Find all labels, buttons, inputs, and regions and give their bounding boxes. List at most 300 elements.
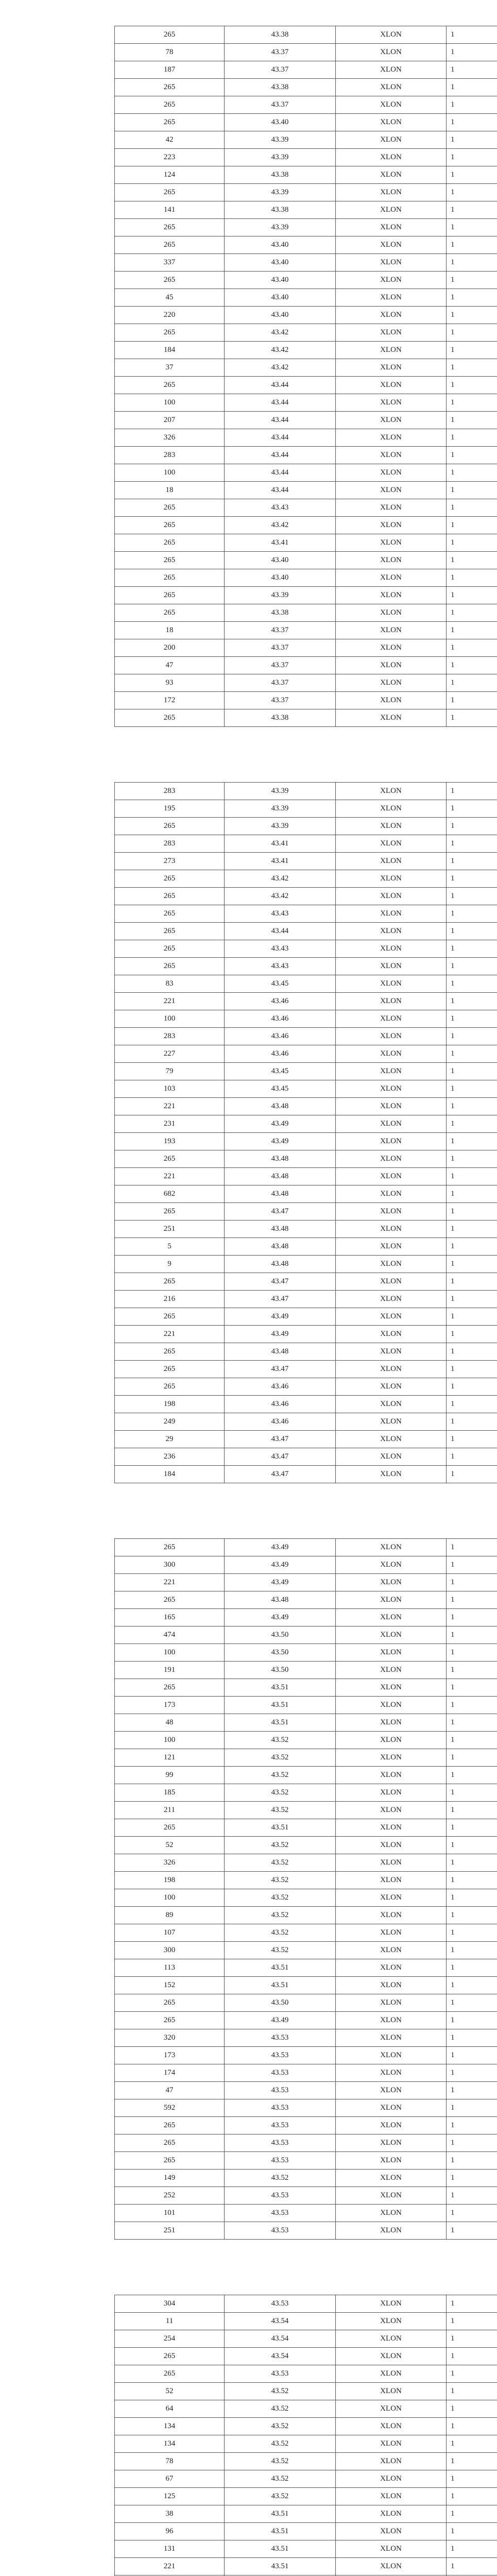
cell-price: 43.47 bbox=[225, 1203, 336, 1221]
cell-volume: 265 bbox=[115, 870, 225, 888]
table-row bbox=[115, 1466, 497, 1483]
cell-currency: 1 bbox=[447, 2383, 497, 2400]
cell-volume: 265 bbox=[115, 1378, 225, 1396]
cell-venue: XLON bbox=[336, 604, 447, 622]
trade-table-block-3 bbox=[114, 1538, 497, 2240]
cell-venue: XLON bbox=[336, 219, 447, 236]
cell-volume: 93 bbox=[115, 674, 225, 692]
cell-price: 43.39 bbox=[225, 131, 336, 149]
cell-venue: XLON bbox=[336, 1994, 447, 2012]
cell-volume: 265 bbox=[115, 2012, 225, 2029]
cell-currency: 1 bbox=[447, 429, 497, 447]
cell-currency: 1 bbox=[447, 692, 497, 709]
cell-currency: 1 bbox=[447, 2505, 497, 2523]
cell-volume: 265 bbox=[115, 709, 225, 727]
cell-price: 43.39 bbox=[225, 818, 336, 835]
cell-volume: 265 bbox=[115, 96, 225, 114]
cell-currency: 1 bbox=[447, 1361, 497, 1378]
table-row bbox=[115, 289, 497, 307]
cell-venue: XLON bbox=[336, 1924, 447, 1942]
cell-venue: XLON bbox=[336, 1784, 447, 1802]
cell-currency: 1 bbox=[447, 1662, 497, 1679]
cell-volume: 265 bbox=[115, 1361, 225, 1378]
cell-venue: XLON bbox=[336, 1063, 447, 1080]
table-row bbox=[115, 2029, 497, 2047]
table-row bbox=[115, 2170, 497, 2187]
cell-venue: XLON bbox=[336, 622, 447, 639]
table-row bbox=[115, 482, 497, 499]
cell-volume: 100 bbox=[115, 464, 225, 482]
cell-price: 43.51 bbox=[225, 1977, 336, 1994]
cell-price: 43.48 bbox=[225, 1098, 336, 1115]
table-row bbox=[115, 1924, 497, 1942]
cell-currency: 1 bbox=[447, 1784, 497, 1802]
cell-venue: XLON bbox=[336, 2313, 447, 2330]
table-row bbox=[115, 1168, 497, 1185]
cell-price: 43.43 bbox=[225, 905, 336, 923]
cell-volume: 251 bbox=[115, 1221, 225, 1238]
cell-venue: XLON bbox=[336, 835, 447, 853]
cell-venue: XLON bbox=[336, 44, 447, 61]
cell-price: 43.47 bbox=[225, 1448, 336, 1466]
cell-price: 43.52 bbox=[225, 2435, 336, 2453]
cell-venue: XLON bbox=[336, 1361, 447, 1378]
cell-currency: 1 bbox=[447, 517, 497, 534]
cell-venue: XLON bbox=[336, 1889, 447, 1907]
cell-volume: 265 bbox=[115, 569, 225, 587]
table-row bbox=[115, 1256, 497, 1273]
cell-currency: 1 bbox=[447, 1679, 497, 1697]
trades-table bbox=[114, 1538, 497, 2240]
cell-venue: XLON bbox=[336, 359, 447, 377]
cell-price: 43.41 bbox=[225, 534, 336, 552]
table-row bbox=[115, 2012, 497, 2029]
cell-volume: 254 bbox=[115, 2330, 225, 2348]
table-row bbox=[115, 2540, 497, 2558]
cell-volume: 265 bbox=[115, 26, 225, 44]
table-row bbox=[115, 639, 497, 657]
cell-volume: 78 bbox=[115, 44, 225, 61]
table-row bbox=[115, 2099, 497, 2117]
cell-venue: XLON bbox=[336, 1907, 447, 1924]
cell-volume: 125 bbox=[115, 2488, 225, 2505]
cell-price: 43.53 bbox=[225, 2117, 336, 2134]
table-row bbox=[115, 1028, 497, 1045]
table-row bbox=[115, 1732, 497, 1749]
cell-currency: 1 bbox=[447, 1256, 497, 1273]
cell-volume: 187 bbox=[115, 61, 225, 79]
cell-venue: XLON bbox=[336, 26, 447, 44]
cell-venue: XLON bbox=[336, 2047, 447, 2064]
table-row bbox=[115, 1133, 497, 1150]
cell-venue: XLON bbox=[336, 272, 447, 289]
cell-venue: XLON bbox=[336, 1256, 447, 1273]
cell-price: 43.53 bbox=[225, 2029, 336, 2047]
cell-currency: 1 bbox=[447, 1063, 497, 1080]
cell-volume: 173 bbox=[115, 1697, 225, 1714]
cell-venue: XLON bbox=[336, 149, 447, 166]
cell-volume: 265 bbox=[115, 587, 225, 604]
cell-volume: 265 bbox=[115, 272, 225, 289]
cell-currency: 1 bbox=[447, 2170, 497, 2187]
cell-venue: XLON bbox=[336, 587, 447, 604]
cell-venue: XLON bbox=[336, 1098, 447, 1115]
cell-currency: 1 bbox=[447, 1466, 497, 1483]
cell-price: 43.44 bbox=[225, 377, 336, 394]
cell-venue: XLON bbox=[336, 1221, 447, 1238]
cell-volume: 265 bbox=[115, 324, 225, 342]
cell-venue: XLON bbox=[336, 975, 447, 993]
cell-venue: XLON bbox=[336, 853, 447, 870]
cell-price: 43.47 bbox=[225, 1291, 336, 1308]
cell-price: 43.38 bbox=[225, 709, 336, 727]
cell-volume: 265 bbox=[115, 79, 225, 96]
cell-currency: 1 bbox=[447, 1028, 497, 1045]
cell-volume: 265 bbox=[115, 923, 225, 940]
table-row bbox=[115, 1644, 497, 1662]
cell-price: 43.52 bbox=[225, 1889, 336, 1907]
cell-venue: XLON bbox=[336, 940, 447, 958]
cell-volume: 121 bbox=[115, 1749, 225, 1767]
cell-currency: 1 bbox=[447, 1977, 497, 1994]
cell-price: 43.48 bbox=[225, 1221, 336, 1238]
cell-volume: 131 bbox=[115, 2540, 225, 2558]
cell-venue: XLON bbox=[336, 1539, 447, 1556]
cell-volume: 100 bbox=[115, 1889, 225, 1907]
cell-volume: 5 bbox=[115, 1238, 225, 1256]
cell-venue: XLON bbox=[336, 2348, 447, 2365]
cell-volume: 300 bbox=[115, 1942, 225, 1959]
cell-volume: 236 bbox=[115, 1448, 225, 1466]
cell-currency: 1 bbox=[447, 2418, 497, 2435]
cell-currency: 1 bbox=[447, 482, 497, 499]
table-row bbox=[115, 1115, 497, 1133]
cell-price: 43.50 bbox=[225, 1626, 336, 1644]
cell-currency: 1 bbox=[447, 1115, 497, 1133]
table-row bbox=[115, 657, 497, 674]
cell-currency: 1 bbox=[447, 1238, 497, 1256]
table-row bbox=[115, 993, 497, 1010]
cell-venue: XLON bbox=[336, 1977, 447, 1994]
cell-currency: 1 bbox=[447, 307, 497, 324]
cell-currency: 1 bbox=[447, 2435, 497, 2453]
cell-venue: XLON bbox=[336, 464, 447, 482]
table-row bbox=[115, 1080, 497, 1098]
table-row bbox=[115, 2047, 497, 2064]
cell-currency: 1 bbox=[447, 1907, 497, 1924]
cell-venue: XLON bbox=[336, 2540, 447, 2558]
cell-venue: XLON bbox=[336, 923, 447, 940]
cell-currency: 1 bbox=[447, 2134, 497, 2152]
cell-venue: XLON bbox=[336, 818, 447, 835]
cell-price: 43.51 bbox=[225, 2558, 336, 2575]
table-row bbox=[115, 1221, 497, 1238]
cell-price: 43.47 bbox=[225, 1431, 336, 1448]
table-row bbox=[115, 429, 497, 447]
cell-volume: 221 bbox=[115, 993, 225, 1010]
cell-currency: 1 bbox=[447, 26, 497, 44]
cell-price: 43.48 bbox=[225, 1256, 336, 1273]
cell-price: 43.40 bbox=[225, 236, 336, 254]
cell-price: 43.42 bbox=[225, 359, 336, 377]
cell-price: 43.53 bbox=[225, 2222, 336, 2240]
table-row bbox=[115, 888, 497, 905]
cell-volume: 172 bbox=[115, 692, 225, 709]
table-row bbox=[115, 166, 497, 184]
cell-venue: XLON bbox=[336, 657, 447, 674]
cell-currency: 1 bbox=[447, 1819, 497, 1837]
cell-volume: 265 bbox=[115, 604, 225, 622]
table-row bbox=[115, 359, 497, 377]
cell-volume: 52 bbox=[115, 1837, 225, 1854]
cell-currency: 1 bbox=[447, 61, 497, 79]
cell-volume: 265 bbox=[115, 517, 225, 534]
table-row bbox=[115, 1150, 497, 1168]
cell-volume: 200 bbox=[115, 639, 225, 657]
cell-volume: 83 bbox=[115, 975, 225, 993]
table-row bbox=[115, 2418, 497, 2435]
cell-price: 43.50 bbox=[225, 1644, 336, 1662]
cell-venue: XLON bbox=[336, 1942, 447, 1959]
cell-price: 43.46 bbox=[225, 1378, 336, 1396]
cell-volume: 326 bbox=[115, 1854, 225, 1872]
cell-currency: 1 bbox=[447, 1714, 497, 1732]
table-row bbox=[115, 1889, 497, 1907]
cell-currency: 1 bbox=[447, 272, 497, 289]
cell-currency: 1 bbox=[447, 1697, 497, 1714]
cell-currency: 1 bbox=[447, 2082, 497, 2099]
cell-price: 43.43 bbox=[225, 499, 336, 517]
cell-volume: 265 bbox=[115, 1343, 225, 1361]
cell-venue: XLON bbox=[336, 2383, 447, 2400]
table-row bbox=[115, 517, 497, 534]
cell-venue: XLON bbox=[336, 2400, 447, 2418]
cell-venue: XLON bbox=[336, 2117, 447, 2134]
table-row bbox=[115, 1291, 497, 1308]
table-row bbox=[115, 2064, 497, 2082]
cell-venue: XLON bbox=[336, 1343, 447, 1361]
trade-table-block-4 bbox=[114, 2295, 497, 2576]
cell-venue: XLON bbox=[336, 1203, 447, 1221]
table-row bbox=[115, 149, 497, 166]
cell-currency: 1 bbox=[447, 184, 497, 201]
cell-currency: 1 bbox=[447, 1609, 497, 1626]
table-row bbox=[115, 2488, 497, 2505]
cell-venue: XLON bbox=[336, 61, 447, 79]
table-row bbox=[115, 1343, 497, 1361]
table-row bbox=[115, 236, 497, 254]
cell-price: 43.48 bbox=[225, 1185, 336, 1203]
table-row bbox=[115, 587, 497, 604]
cell-price: 43.38 bbox=[225, 201, 336, 219]
table-row bbox=[115, 1556, 497, 1574]
cell-venue: XLON bbox=[336, 184, 447, 201]
cell-venue: XLON bbox=[336, 534, 447, 552]
cell-price: 43.40 bbox=[225, 114, 336, 131]
table-row bbox=[115, 1308, 497, 1326]
cell-price: 43.53 bbox=[225, 2134, 336, 2152]
cell-price: 43.46 bbox=[225, 993, 336, 1010]
cell-price: 43.53 bbox=[225, 2205, 336, 2222]
cell-venue: XLON bbox=[336, 1413, 447, 1431]
cell-currency: 1 bbox=[447, 905, 497, 923]
table-row bbox=[115, 1326, 497, 1343]
cell-price: 43.49 bbox=[225, 1609, 336, 1626]
cell-price: 43.40 bbox=[225, 272, 336, 289]
cell-price: 43.49 bbox=[225, 2012, 336, 2029]
cell-currency: 1 bbox=[447, 377, 497, 394]
table-row bbox=[115, 1574, 497, 1591]
cell-price: 43.54 bbox=[225, 2348, 336, 2365]
cell-currency: 1 bbox=[447, 1308, 497, 1326]
cell-volume: 100 bbox=[115, 1732, 225, 1749]
cell-currency: 1 bbox=[447, 2400, 497, 2418]
table-row bbox=[115, 1396, 497, 1413]
cell-currency: 1 bbox=[447, 1626, 497, 1644]
cell-currency: 1 bbox=[447, 2313, 497, 2330]
cell-venue: XLON bbox=[336, 1714, 447, 1732]
cell-venue: XLON bbox=[336, 2152, 447, 2170]
cell-price: 43.51 bbox=[225, 2540, 336, 2558]
cell-venue: XLON bbox=[336, 2558, 447, 2575]
table-row bbox=[115, 1784, 497, 1802]
cell-venue: XLON bbox=[336, 236, 447, 254]
table-row bbox=[115, 674, 497, 692]
cell-volume: 265 bbox=[115, 377, 225, 394]
table-row bbox=[115, 2313, 497, 2330]
cell-price: 43.51 bbox=[225, 2505, 336, 2523]
table-row bbox=[115, 1045, 497, 1063]
cell-currency: 1 bbox=[447, 818, 497, 835]
table-row bbox=[115, 975, 497, 993]
cell-volume: 265 bbox=[115, 499, 225, 517]
table-row bbox=[115, 2205, 497, 2222]
cell-volume: 221 bbox=[115, 1326, 225, 1343]
table-row bbox=[115, 377, 497, 394]
table-row bbox=[115, 26, 497, 44]
table-row bbox=[115, 1959, 497, 1977]
cell-volume: 265 bbox=[115, 1150, 225, 1168]
cell-venue: XLON bbox=[336, 2523, 447, 2540]
cell-currency: 1 bbox=[447, 1203, 497, 1221]
cell-price: 43.52 bbox=[225, 1924, 336, 1942]
cell-venue: XLON bbox=[336, 447, 447, 464]
cell-currency: 1 bbox=[447, 783, 497, 800]
cell-currency: 1 bbox=[447, 2222, 497, 2240]
cell-currency: 1 bbox=[447, 464, 497, 482]
table-row bbox=[115, 905, 497, 923]
cell-currency: 1 bbox=[447, 342, 497, 359]
cell-price: 43.53 bbox=[225, 2064, 336, 2082]
table-row bbox=[115, 1098, 497, 1115]
cell-venue: XLON bbox=[336, 1326, 447, 1343]
cell-currency: 1 bbox=[447, 1732, 497, 1749]
cell-price: 43.49 bbox=[225, 1115, 336, 1133]
cell-price: 43.37 bbox=[225, 622, 336, 639]
cell-venue: XLON bbox=[336, 131, 447, 149]
cell-venue: XLON bbox=[336, 2435, 447, 2453]
cell-currency: 1 bbox=[447, 1591, 497, 1609]
cell-currency: 1 bbox=[447, 1273, 497, 1291]
cell-venue: XLON bbox=[336, 1802, 447, 1819]
cell-volume: 193 bbox=[115, 1133, 225, 1150]
cell-volume: 283 bbox=[115, 835, 225, 853]
cell-price: 43.52 bbox=[225, 1802, 336, 1819]
cell-venue: XLON bbox=[336, 2187, 447, 2205]
cell-price: 43.53 bbox=[225, 2047, 336, 2064]
cell-volume: 221 bbox=[115, 1098, 225, 1115]
table-row bbox=[115, 692, 497, 709]
cell-venue: XLON bbox=[336, 2505, 447, 2523]
cell-currency: 1 bbox=[447, 1413, 497, 1431]
cell-venue: XLON bbox=[336, 639, 447, 657]
cell-volume: 283 bbox=[115, 447, 225, 464]
cell-venue: XLON bbox=[336, 2099, 447, 2117]
cell-price: 43.37 bbox=[225, 96, 336, 114]
cell-volume: 265 bbox=[115, 1591, 225, 1609]
cell-venue: XLON bbox=[336, 1767, 447, 1784]
cell-price: 43.53 bbox=[225, 2295, 336, 2313]
cell-volume: 89 bbox=[115, 1907, 225, 1924]
table-row bbox=[115, 96, 497, 114]
cell-currency: 1 bbox=[447, 2152, 497, 2170]
cell-volume: 265 bbox=[115, 888, 225, 905]
cell-price: 43.49 bbox=[225, 1556, 336, 1574]
cell-price: 43.51 bbox=[225, 1714, 336, 1732]
cell-price: 43.52 bbox=[225, 1837, 336, 1854]
cell-currency: 1 bbox=[447, 1556, 497, 1574]
cell-volume: 141 bbox=[115, 201, 225, 219]
table-row bbox=[115, 1378, 497, 1396]
table-row bbox=[115, 1626, 497, 1644]
cell-currency: 1 bbox=[447, 975, 497, 993]
cell-volume: 251 bbox=[115, 2222, 225, 2240]
table-row bbox=[115, 1767, 497, 1784]
cell-price: 43.52 bbox=[225, 1872, 336, 1889]
cell-currency: 1 bbox=[447, 1767, 497, 1784]
cell-currency: 1 bbox=[447, 324, 497, 342]
cell-currency: 1 bbox=[447, 800, 497, 818]
cell-volume: 265 bbox=[115, 940, 225, 958]
cell-venue: XLON bbox=[336, 1662, 447, 1679]
cell-price: 43.52 bbox=[225, 2400, 336, 2418]
cell-price: 43.49 bbox=[225, 1308, 336, 1326]
cell-currency: 1 bbox=[447, 447, 497, 464]
cell-volume: 48 bbox=[115, 1714, 225, 1732]
cell-volume: 18 bbox=[115, 482, 225, 499]
cell-currency: 1 bbox=[447, 853, 497, 870]
cell-currency: 1 bbox=[447, 639, 497, 657]
cell-venue: XLON bbox=[336, 2082, 447, 2099]
cell-currency: 1 bbox=[447, 870, 497, 888]
cell-currency: 1 bbox=[447, 1150, 497, 1168]
cell-venue: XLON bbox=[336, 1697, 447, 1714]
cell-venue: XLON bbox=[336, 2488, 447, 2505]
table-row bbox=[115, 1539, 497, 1556]
cell-currency: 1 bbox=[447, 1959, 497, 1977]
table-row bbox=[115, 1010, 497, 1028]
table-row bbox=[115, 201, 497, 219]
cell-price: 43.51 bbox=[225, 1959, 336, 1977]
cell-volume: 99 bbox=[115, 1767, 225, 1784]
cell-price: 43.45 bbox=[225, 1080, 336, 1098]
cell-venue: XLON bbox=[336, 394, 447, 412]
cell-venue: XLON bbox=[336, 96, 447, 114]
cell-price: 43.51 bbox=[225, 1679, 336, 1697]
cell-price: 43.44 bbox=[225, 394, 336, 412]
cell-volume: 265 bbox=[115, 219, 225, 236]
table-row bbox=[115, 1609, 497, 1626]
